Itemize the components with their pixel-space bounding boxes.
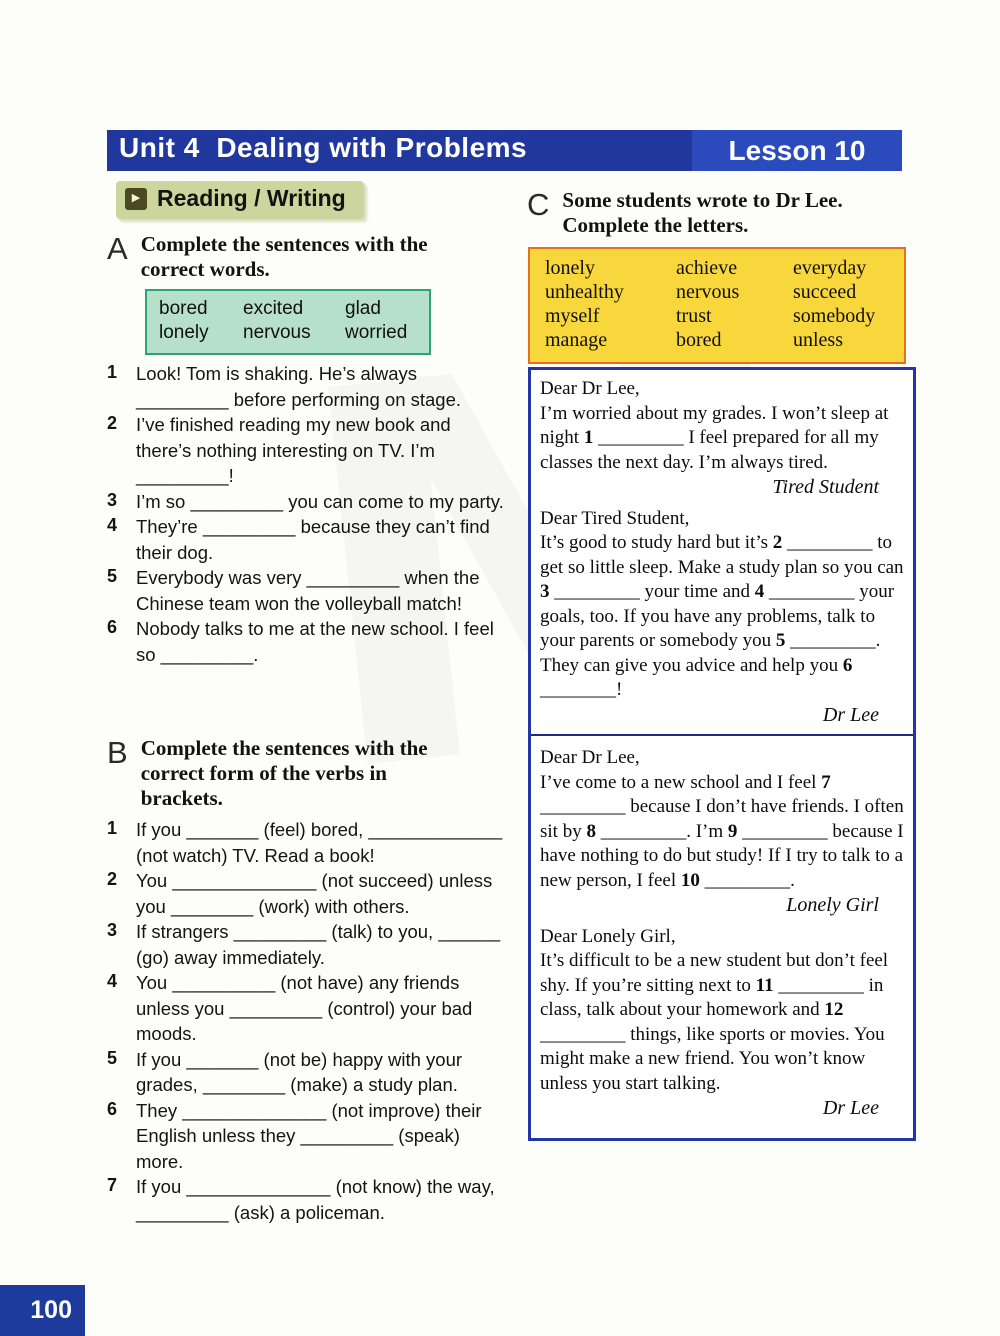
blank-number: 6 [842,654,853,676]
letter-text: I’ve come to a new school and I feel [540,771,822,793]
item-text: If you _______ (feel) bored, _____________ (not watch) TV. Read a book! [136,819,503,866]
letter-salutation: Dear Tired Student, [540,507,690,529]
letter-body [540,531,907,703]
item-text: If strangers _________ (talk) to you, ______ (go) away immediately. [136,921,501,968]
exercise-item [107,489,505,515]
letter-text: _________. [699,869,795,891]
item-text: You __________ (not have) any friends unless you _________ (control) your bad moods. [136,972,473,1044]
blank-number: 4 [754,581,765,602]
reading-writing-label [116,181,364,219]
blank-number: 11 [755,974,774,996]
item-number: 7 [107,1175,118,1195]
letter-salutation: Dear Dr Lee, [540,378,640,399]
lesson-badge: Lesson 10 [692,130,902,171]
blank-number: 2 [772,532,783,553]
item-text: You ______________ (not succeed) unless you ________ (work) with others. [136,870,493,917]
item-number: 2 [107,413,118,433]
exercise-item [107,970,505,1047]
item-number: 3 [107,920,118,940]
blank-number: 3 [540,581,550,602]
section-b-instruction: Complete the sentences with the correct form of the verbs in brackets. [140,736,428,810]
section-a-heading [107,232,507,282]
section-b-heading [107,736,487,811]
letter [540,507,907,728]
unit-title: Unit 4 Dealing with Problems [119,132,528,163]
letter-signature: Dr Lee [822,1097,879,1119]
letter [540,377,907,500]
item-number: 6 [107,1098,118,1119]
word-bank-word: manage [545,329,608,351]
section-c-letter: C [527,187,550,222]
page-number: 100 [0,1285,85,1336]
word-box-a [145,289,431,355]
word-bank-word: lonely [545,257,595,279]
word-bank-word: everyday [793,257,867,279]
item-number: 5 [107,566,118,586]
exercise-item [107,1047,505,1098]
word-bank-word: unless [793,329,843,351]
letter-body [540,949,907,1096]
blank-number: 10 [680,869,700,891]
word-bank-word: bored [676,329,722,351]
letter-text: _________. They can give you advice and help you [540,630,881,676]
item-text: Nobody talks to me at the new school. I feel so _________. [136,618,494,665]
letter-divider [531,734,913,736]
letter-text: ________! [540,679,623,700]
blank-number: 12 [824,999,844,1020]
word-bank-word: glad [345,298,381,319]
item-number: 4 [107,971,118,991]
item-number: 5 [107,1047,118,1068]
item-text: Look! Tom is shaking. He’s always _________ before performing on stage. [136,363,462,410]
blank-number: 8 [586,820,596,842]
letter-text: It’s good to study hard but it’s [540,532,773,553]
item-number: 2 [107,869,118,889]
word-box-c [528,247,906,364]
word-bank-word: lonely [159,322,209,343]
letter-body [540,402,907,476]
letter [540,746,907,918]
item-text: Everybody was very _________ when the Chinese team won the volleyball match! [136,567,480,614]
letters-box [528,367,916,1141]
blank-number: 9 [727,820,738,842]
letter-text: _________ your goals, too. If you have any problems, talk to your parents or somebody you [540,581,895,651]
item-number: 3 [107,489,118,510]
letter-signature: Tired Student [772,476,879,498]
letter-salutation: Dear Dr Lee, [540,747,640,768]
word-bank-word: bored [159,298,208,319]
item-number: 1 [107,818,118,838]
letter-text: I’m worried about my grades. I won’t sleep at night [540,402,889,448]
exercise-item [107,616,505,667]
word-bank-word: trust [676,305,712,327]
letter-text: _________ because I have nothing to do but study! If I try to talk to a new person, I feel [540,820,904,891]
section-c-heading [527,188,927,238]
section-c-instruction: Some students wrote to Dr Lee. Complete the letters. [562,188,843,237]
word-bank-word: excited [243,298,304,319]
word-bank-word: myself [545,305,600,327]
word-bank-word: unhealthy [545,281,624,303]
exercise-item [107,361,505,412]
item-text: If you _______ (not be) happy with your grades, ________ (make) a study plan. [136,1048,463,1095]
letter-text: _________ to get so little sleep. Make a study plan so you can [540,532,904,578]
item-text: I’m so _________ you can come to my party. [136,490,504,512]
item-number: 1 [107,362,118,382]
letter-text: _________ your time and [549,581,755,602]
word-bank-word: nervous [243,322,311,343]
exercise-item [107,868,505,919]
item-number: 4 [107,515,118,535]
letter-body [540,771,907,894]
blank-number: 5 [775,630,786,651]
item-number: 6 [107,617,118,637]
section-a-instruction: Complete the sentences with the correct words. [140,232,428,281]
letter-text: It’s difficult to be a new student but don’t feel shy. If you’re sitting next to [540,950,889,996]
item-text: They ______________ (not improve) their English unless they _________ (speak) more. [136,1099,482,1172]
section-b-letter: B [107,735,128,770]
letter-signature: Lonely Girl [786,894,879,916]
exercise-b-items [107,817,505,1225]
letter-text: _________ in class, talk about your homework and [540,974,884,1020]
play-arrow-icon: ▶ [125,188,147,210]
reading-writing-text: Reading / Writing [157,185,346,211]
exercise-item [107,412,505,489]
word-bank-word: succeed [793,281,857,303]
letter-text: _________. I’m [595,820,728,842]
exercise-item [107,1098,505,1175]
item-text: They’re _________ because they can’t find their dog. [136,516,490,563]
exercise-item [107,919,505,970]
exercise-item [107,1174,505,1225]
word-bank-word: achieve [676,257,738,279]
letter-text: _________ because I don’t have friends. I often sit by [540,796,904,842]
letter-text: _________ I feel prepared for all my classes the next day. I’m always tired. [540,427,879,473]
unit-banner [107,130,902,171]
blank-number: 1 [583,427,594,448]
word-bank-word: worried [345,322,408,343]
letter-signature: Dr Lee [822,703,879,726]
letter [540,925,907,1121]
item-text: If you ______________ (not know) the way, _________ (ask) a policeman. [136,1176,495,1223]
exercise-item [107,565,505,616]
section-a-letter: A [107,231,128,266]
letter-salutation: Dear Lonely Girl, [540,925,676,947]
blank-number: 7 [821,771,831,793]
word-bank-word: nervous [676,281,740,303]
exercise-item [107,514,505,565]
word-bank-word: somebody [793,305,876,327]
exercise-a-items [107,361,505,667]
letter-text: _________ things, like sports or movies. You might make a new friend. You won’t know unless you start talking. [540,1023,885,1094]
exercise-item [107,817,505,868]
item-text: I’ve finished reading my new book and there’s nothing interesting on TV. I’m _________! [136,414,451,486]
